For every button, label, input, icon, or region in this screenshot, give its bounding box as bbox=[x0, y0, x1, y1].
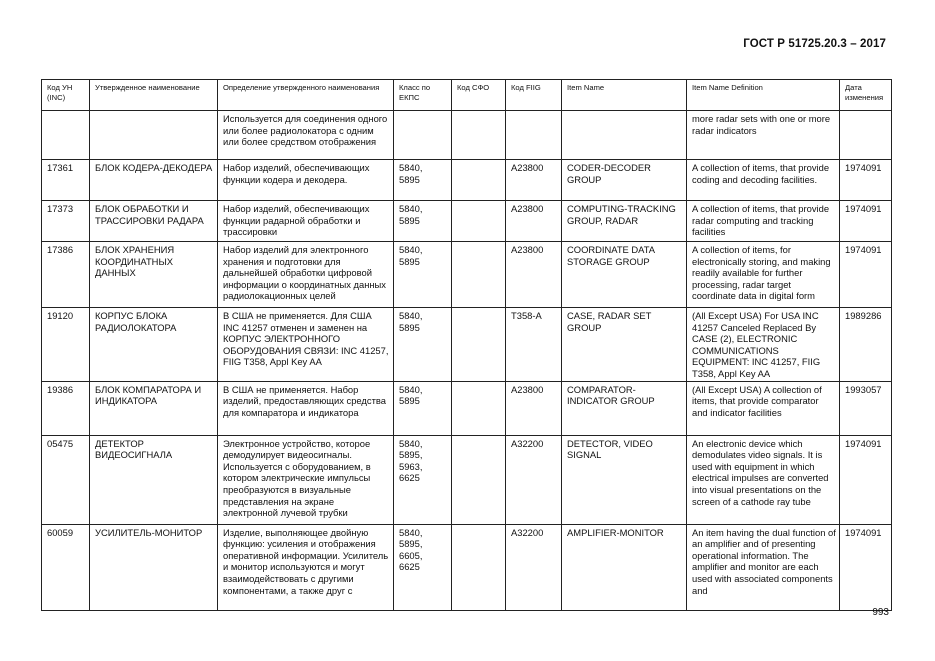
header-item-name: Item Name bbox=[562, 80, 687, 111]
cell-class: 5840, 5895 bbox=[394, 201, 452, 242]
cell-approved-name bbox=[90, 111, 218, 160]
header-approved-name: Утвержденное наименование bbox=[90, 80, 218, 111]
cell-date: 1974091 bbox=[840, 524, 892, 610]
cell-fiig: A23800 bbox=[506, 381, 562, 435]
table-row bbox=[42, 524, 892, 610]
cell-fiig bbox=[506, 111, 562, 160]
header-change-date: Дата изменения bbox=[840, 80, 892, 111]
cell-date: 1974091 bbox=[840, 242, 892, 308]
cell-inc bbox=[42, 111, 90, 160]
cell-fiig: A23800 bbox=[506, 201, 562, 242]
cell-approved-name: УСИЛИТЕЛЬ-МОНИТОР bbox=[90, 524, 218, 610]
cell-class: 5840, 5895, 5963, 6625 bbox=[394, 435, 452, 524]
cell-definition: Изделие, выполняющее двойную функцию: усиления и отображения оперативной информации. Усилитель и монитор используются и могут взаимодействовать с другими компонентами, а также друг с bbox=[218, 524, 394, 610]
cell-item-name: CASE, RADAR SET GROUP bbox=[562, 308, 687, 382]
cell-item-name: COMPUTING-TRACKING GROUP, RADAR bbox=[562, 201, 687, 242]
cell-item-definition: An electronic device which demodulates video signals. It is used with equipment in which electrical impulses are converted into visual presentations on the screen of a cathode ray tube bbox=[687, 435, 840, 524]
cell-sfo bbox=[452, 111, 506, 160]
document-code: ГОСТ Р 51725.20.3 – 2017 bbox=[743, 38, 886, 50]
cell-definition: В США не применяется. Для США INC 41257 отменен и заменен на КОРПУС ЭЛЕКТРОННОГО ОБОРУДОВАНИЯ СВЯЗИ: INC 41257, FIIG T358, Appl Key AA bbox=[218, 308, 394, 382]
cell-inc: 19386 bbox=[42, 381, 90, 435]
data-table bbox=[41, 79, 892, 611]
table-row bbox=[42, 435, 892, 524]
cell-inc: 17361 bbox=[42, 160, 90, 201]
cell-definition: Набор изделий, обеспечивающих функции радарной обработки и трассировки bbox=[218, 201, 394, 242]
cell-class: 5840, 5895 bbox=[394, 242, 452, 308]
cell-inc: 05475 bbox=[42, 435, 90, 524]
table-row bbox=[42, 111, 892, 160]
cell-class: 5840, 5895 bbox=[394, 308, 452, 382]
header-inc-code: Код УН (INC) bbox=[42, 80, 90, 111]
cell-approved-name: БЛОК КОМПАРАТОРА И ИНДИКАТОРА bbox=[90, 381, 218, 435]
table-row bbox=[42, 242, 892, 308]
cell-item-definition: A collection of items, that provide coding and decoding facilities. bbox=[687, 160, 840, 201]
cell-approved-name: КОРПУС БЛОКА РАДИОЛОКАТОРА bbox=[90, 308, 218, 382]
cell-class: 5840, 5895 bbox=[394, 160, 452, 201]
cell-definition: Электронное устройство, которое демодулирует видеосигналы. Используется с оборудованием, в котором электрические импульсы преобразуются в визуальные представления на экране электронной лучевой трубки bbox=[218, 435, 394, 524]
cell-inc: 17373 bbox=[42, 201, 90, 242]
cell-sfo bbox=[452, 308, 506, 382]
cell-inc: 19120 bbox=[42, 308, 90, 382]
cell-approved-name: БЛОК КОДЕРА-ДЕКОДЕРА bbox=[90, 160, 218, 201]
cell-item-definition: (All Except USA) A collection of items, that provide comparator and indicator facilities bbox=[687, 381, 840, 435]
cell-item-name: CODER-DECODER GROUP bbox=[562, 160, 687, 201]
cell-date: 1974091 bbox=[840, 160, 892, 201]
cell-date: 1993057 bbox=[840, 381, 892, 435]
cell-item-definition: (All Except USA) For USA INC 41257 Canceled Replaced By CASE (2), ELECTRONIC COMMUNICATIONS EQUIPMENT: INC 41257, FIIG T358, Appl Key AA bbox=[687, 308, 840, 382]
cell-item-name bbox=[562, 111, 687, 160]
cell-date: 1989286 bbox=[840, 308, 892, 382]
table-row bbox=[42, 308, 892, 382]
cell-item-name: COORDINATE DATA STORAGE GROUP bbox=[562, 242, 687, 308]
cell-sfo bbox=[452, 160, 506, 201]
cell-item-name: DETECTOR, VIDEO SIGNAL bbox=[562, 435, 687, 524]
header-item-definition: Item Name Definition bbox=[687, 80, 840, 111]
cell-inc: 60059 bbox=[42, 524, 90, 610]
page-number: 993 bbox=[872, 607, 889, 618]
cell-date: 1974091 bbox=[840, 435, 892, 524]
header-sfo-code: Код СФО bbox=[452, 80, 506, 111]
table-row bbox=[42, 201, 892, 242]
cell-inc: 17386 bbox=[42, 242, 90, 308]
header-ekps-class: Класс по ЕКПС bbox=[394, 80, 452, 111]
cell-item-definition: An item having the dual function of an amplifier and of presenting operational information. The amplifier and monitor are each used with associated components and bbox=[687, 524, 840, 610]
cell-class: 5840, 5895 bbox=[394, 381, 452, 435]
cell-definition: Набор изделий, обеспечивающих функции кодера и декодера. bbox=[218, 160, 394, 201]
cell-item-definition: more radar sets with one or more radar indicators bbox=[687, 111, 840, 160]
header-fiig-code: Код FIIG bbox=[506, 80, 562, 111]
cell-fiig: A32200 bbox=[506, 524, 562, 610]
cell-sfo bbox=[452, 201, 506, 242]
cell-fiig: T358-A bbox=[506, 308, 562, 382]
table-row bbox=[42, 160, 892, 201]
cell-date: 1974091 bbox=[840, 201, 892, 242]
cell-sfo bbox=[452, 435, 506, 524]
cell-sfo bbox=[452, 524, 506, 610]
cell-definition: В США не применяется. Набор изделий, предоставляющих средства для компаратора и индикатора bbox=[218, 381, 394, 435]
cell-item-definition: A collection of items, that provide radar computing and tracking facilities bbox=[687, 201, 840, 242]
cell-item-definition: A collection of items, for electronically storing, and making readily available for further processing, radar target coordinate data in digital form bbox=[687, 242, 840, 308]
cell-class bbox=[394, 111, 452, 160]
cell-class: 5840, 5895, 6605, 6625 bbox=[394, 524, 452, 610]
cell-sfo bbox=[452, 242, 506, 308]
table-header-row bbox=[42, 80, 892, 111]
header-name-definition: Определение утвержденного наименования bbox=[218, 80, 394, 111]
cell-fiig: A23800 bbox=[506, 242, 562, 308]
cell-fiig: A23800 bbox=[506, 160, 562, 201]
cell-approved-name: ДЕТЕКТОР ВИДЕОСИГНАЛА bbox=[90, 435, 218, 524]
cell-definition: Используется для соединения одного или более радиолокатора с одним или более средством отображения bbox=[218, 111, 394, 160]
cell-item-name: AMPLIFIER-MONITOR bbox=[562, 524, 687, 610]
cell-sfo bbox=[452, 381, 506, 435]
cell-approved-name: БЛОК ОБРАБОТКИ И ТРАССИРОВКИ РАДАРА bbox=[90, 201, 218, 242]
cell-item-name: COMPARATOR-INDICATOR GROUP bbox=[562, 381, 687, 435]
cell-approved-name: БЛОК ХРАНЕНИЯ КООРДИНАТНЫХ ДАННЫХ bbox=[90, 242, 218, 308]
cell-fiig: A32200 bbox=[506, 435, 562, 524]
cell-definition: Набор изделий для электронного хранения и подготовки для дальнейшей обработки цифровой информации о координатных данных радиолокационных целей bbox=[218, 242, 394, 308]
table-row bbox=[42, 381, 892, 435]
cell-date bbox=[840, 111, 892, 160]
